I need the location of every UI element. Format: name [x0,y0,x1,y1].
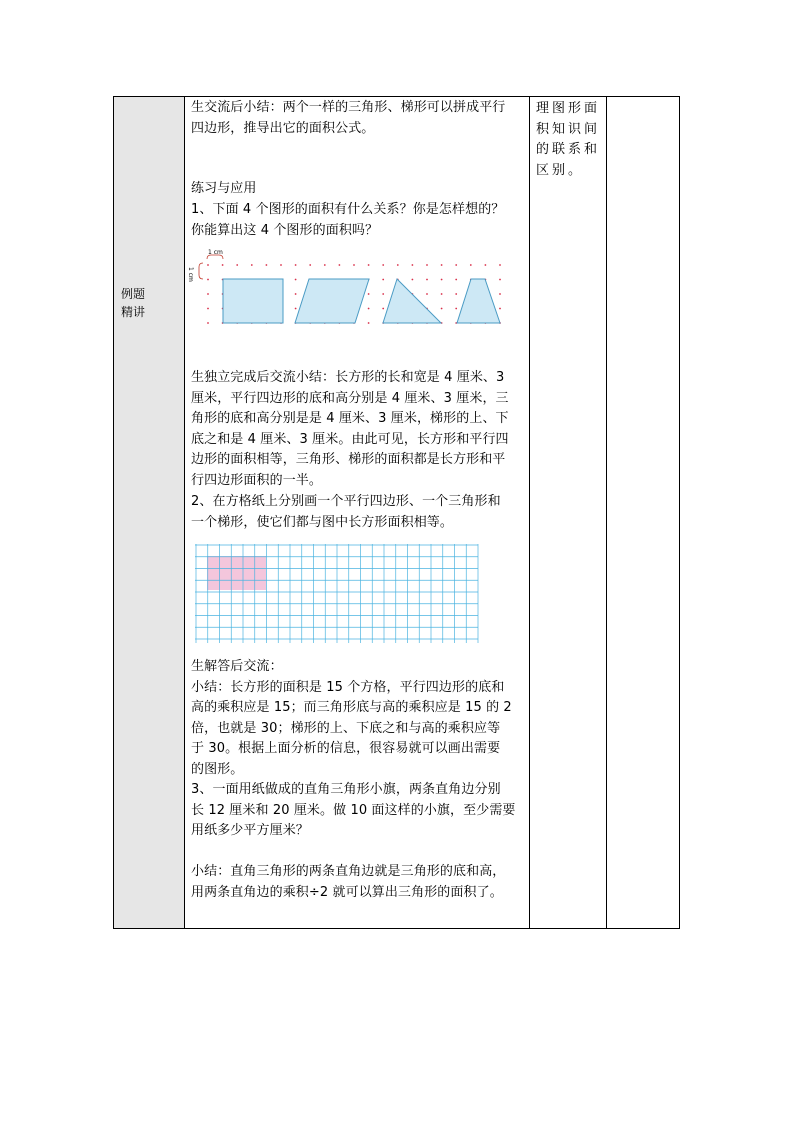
text-line: 厘米，平行四边形的底和高分别是 4 厘米、3 厘米，三 [191,390,509,406]
grid-dot [295,308,297,310]
trapezoid-shape [457,279,500,323]
note-line: 积知识间 [536,121,601,137]
question-2 [191,492,501,533]
text-line: 你能算出这 4 个图形的面积吗？ [191,222,379,238]
grid-dot [441,293,443,295]
summary-2 [191,368,509,491]
grid-dot [207,264,209,266]
text-line: 3、一面用纸做成的直角三角形小旗，两条直角边分别 [191,782,501,797]
grid-dot [455,279,457,281]
grid-dot [280,264,282,266]
grid-dot [412,264,414,266]
text-line: 生解答后交流： [191,659,283,674]
content-cell [185,97,530,928]
grid-dot [485,264,487,266]
text-line: 倍，也就是 30；梯形的上、下底之和与高的乘积应等 [191,720,501,736]
grid-dot [455,308,457,310]
grid-dot [295,279,297,281]
grid-dot [207,322,209,324]
row-label-line: 精讲 [121,305,146,319]
unit-label: 1 cm [208,249,223,256]
grid-dot [207,279,209,281]
grid-dot [207,293,209,295]
row-label-cell [114,97,185,928]
text-line: 四边形，推导出它的面积公式。 [191,120,375,136]
grid-dot [382,279,384,281]
grid-dot [368,322,370,324]
summary-1 [191,98,505,139]
grid-dot [309,264,311,266]
grid-dot [499,264,501,266]
grid-dot [455,293,457,295]
text-line: 小结：直角三角形的两条直角边就是三角形的底和高， [191,864,506,879]
text-line: 用两条直角边的乘积÷2 就可以算出三角形的面积了。 [191,884,503,900]
text-line: 长 12 厘米和 20 厘米。做 10 面这样的小旗，至少需要 [191,802,516,818]
grid-dot [382,264,384,266]
question-1 [191,200,504,241]
text-line: 的图形。 [191,761,244,777]
grid-dot [382,293,384,295]
note-line: 理图形面 [536,101,601,116]
grid-dot [295,293,297,295]
text-line: 一个梯形，使它们都与图中长方形面积相等。 [191,514,454,530]
grid-dot [324,264,326,266]
text-line: 角形的底和高分别是是 4 厘米、3 厘米，梯形的上、下 [191,411,509,426]
grid-dot [368,308,370,310]
grid-dot [251,264,253,266]
grid-dot [368,293,370,295]
grid-dot [236,264,238,266]
triangle-shape [383,279,441,323]
notes-cell [530,97,607,928]
summary-3 [191,862,505,903]
unit-label-vertical: 1 cm [187,267,194,282]
square-grid-figure [195,544,485,648]
text-line: 生独立完成后交流小结：长方形的长和宽是 4 厘米、3 [191,370,505,385]
text-line: 高的乘积应是 15；而三角形底与高的乘积应是 15 的 2 [191,700,512,715]
grid-dot [382,308,384,310]
text-line: 生交流后小结：两个一样的三角形、梯形可以拼成平行 [191,100,506,115]
row-label-line: 例题 [121,287,146,301]
text-line: 用纸多少平方厘米？ [191,823,309,838]
unit-bracket-vertical [199,263,203,279]
note-line: 的联系和 [536,142,601,157]
lesson-table [113,96,680,929]
pink-rectangle [207,556,266,590]
grid-dot [397,264,399,266]
text-line: 行四边形面积的一半。 [191,472,323,488]
grid-dot [353,264,355,266]
rectangle-shape [223,279,283,323]
section-title: 练习与应用 [191,181,257,196]
row-label [121,285,145,321]
text-line: 2、在方格纸上分别画一个平行四边形、一个三角形和 [191,494,501,509]
grid-dot [499,293,501,295]
notes-text [536,99,602,181]
discussion [191,657,516,842]
grid-dot [426,279,428,281]
grid-dot [339,264,341,266]
grid-dot [470,264,472,266]
shapes-dot-figure [185,249,525,343]
grid-dot [426,264,428,266]
note-line: 区别。 [536,162,585,178]
text-line: 于 30。根据上面分析的信息，很容易就可以画出需要 [191,741,501,756]
empty-cell [607,97,679,928]
grid-dot [295,264,297,266]
grid-dot [455,264,457,266]
grid-dot [368,264,370,266]
grid-dot [207,308,209,310]
grid-dot [441,264,443,266]
grid-dot [499,279,501,281]
grid-dot [441,279,443,281]
grid-dot [266,264,268,266]
grid-dot [499,308,501,310]
parallelogram-shape [295,279,369,323]
text-line: 边形的面积相等，三角形、梯形的面积都是长方形和平 [191,452,506,467]
text-line: 小结：长方形的面积是 15 个方格，平行四边形的底和 [191,679,505,695]
grid-dot [441,308,443,310]
text-line: 底之和是 4 厘米、3 厘米。由此可见，长方形和平行四 [191,431,509,447]
grid-dot [426,293,428,295]
text-line: 1、下面 4 个图形的面积有什么关系？你是怎样想的？ [191,202,505,217]
grid-dot [222,264,224,266]
grid-dot [412,279,414,281]
